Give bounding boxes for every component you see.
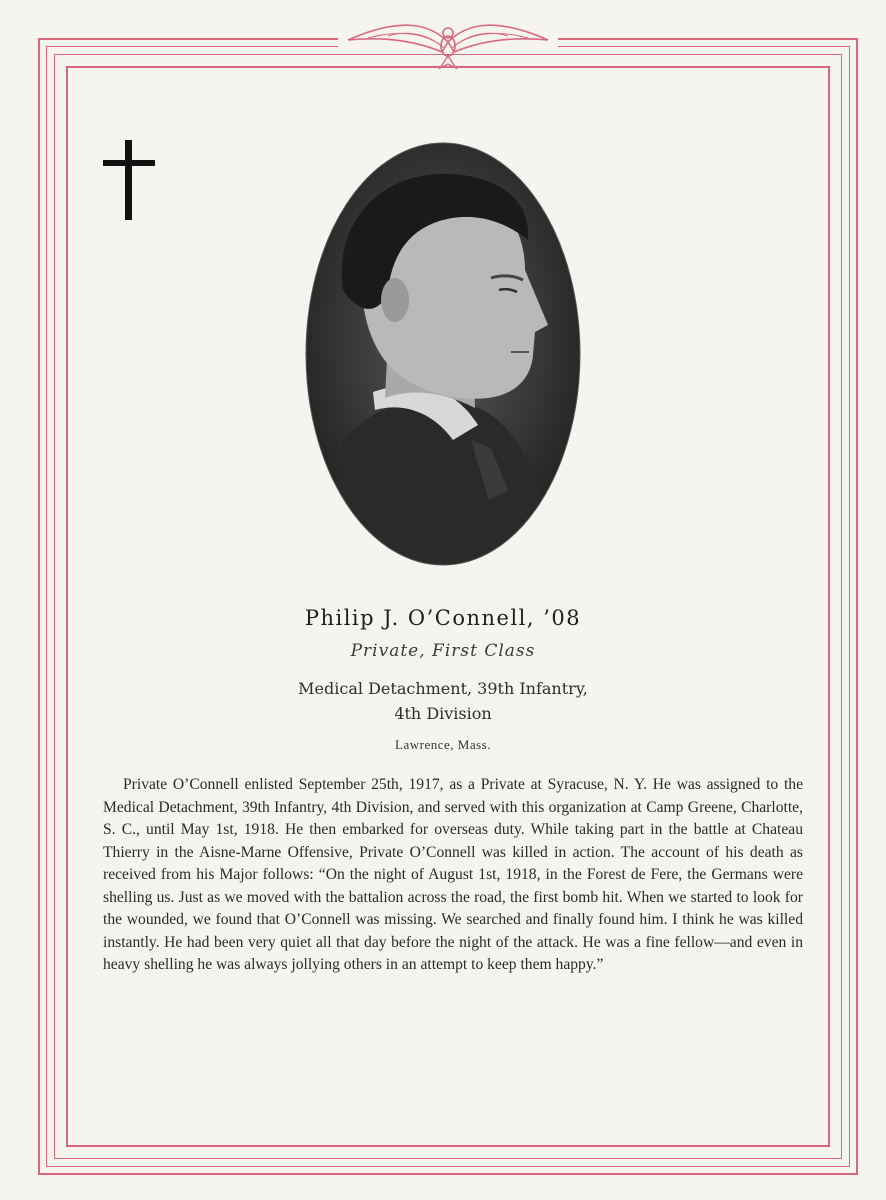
memorial-cross-icon xyxy=(103,140,155,220)
memorial-name: Philip J. O’Connell, ’08 xyxy=(304,606,582,630)
portrait-photo xyxy=(303,140,583,568)
memorial-unit-line1: Medical Detachment, 39th Infantry, xyxy=(298,679,588,698)
memorial-biography: Private O’Connell enlisted September 25th, 1917, as a Private at Syracuse, N. Y. He was assigned to the Medical Detachment, 39th Infantry, 4th Division, and served with this organization at Camp Greene, Charlotte, S. C., until May 1st, 1918. He then embarked for overseas duty. While taking part in the battle at Chateau Thierry in the Aisne-Marne Offensive, Private O’Connell was killed in action. The account of his death as received from his Major follows: “On the night of August 1st, 1918, in the Forest de Fere, the Germans were shelling us. Just as we moved with the battalion across the road, the first bomb hit. When we started to look for the wounded, we found that O’Connell was missing. We searched and finally found him. I think he was killed instantly. He had been very quiet all that day before the night of the attack. He was a fine fellow—and even in heavy shelling he was always jollying others in an attempt to keep them happy.” xyxy=(103,776,803,973)
eagle-ornament-icon xyxy=(338,12,558,74)
memorial-unit-line2: 4th Division xyxy=(394,704,492,723)
memorial-hometown: Lawrence, Mass. xyxy=(395,737,491,752)
memorial-rank: Private, First Class xyxy=(350,641,536,661)
